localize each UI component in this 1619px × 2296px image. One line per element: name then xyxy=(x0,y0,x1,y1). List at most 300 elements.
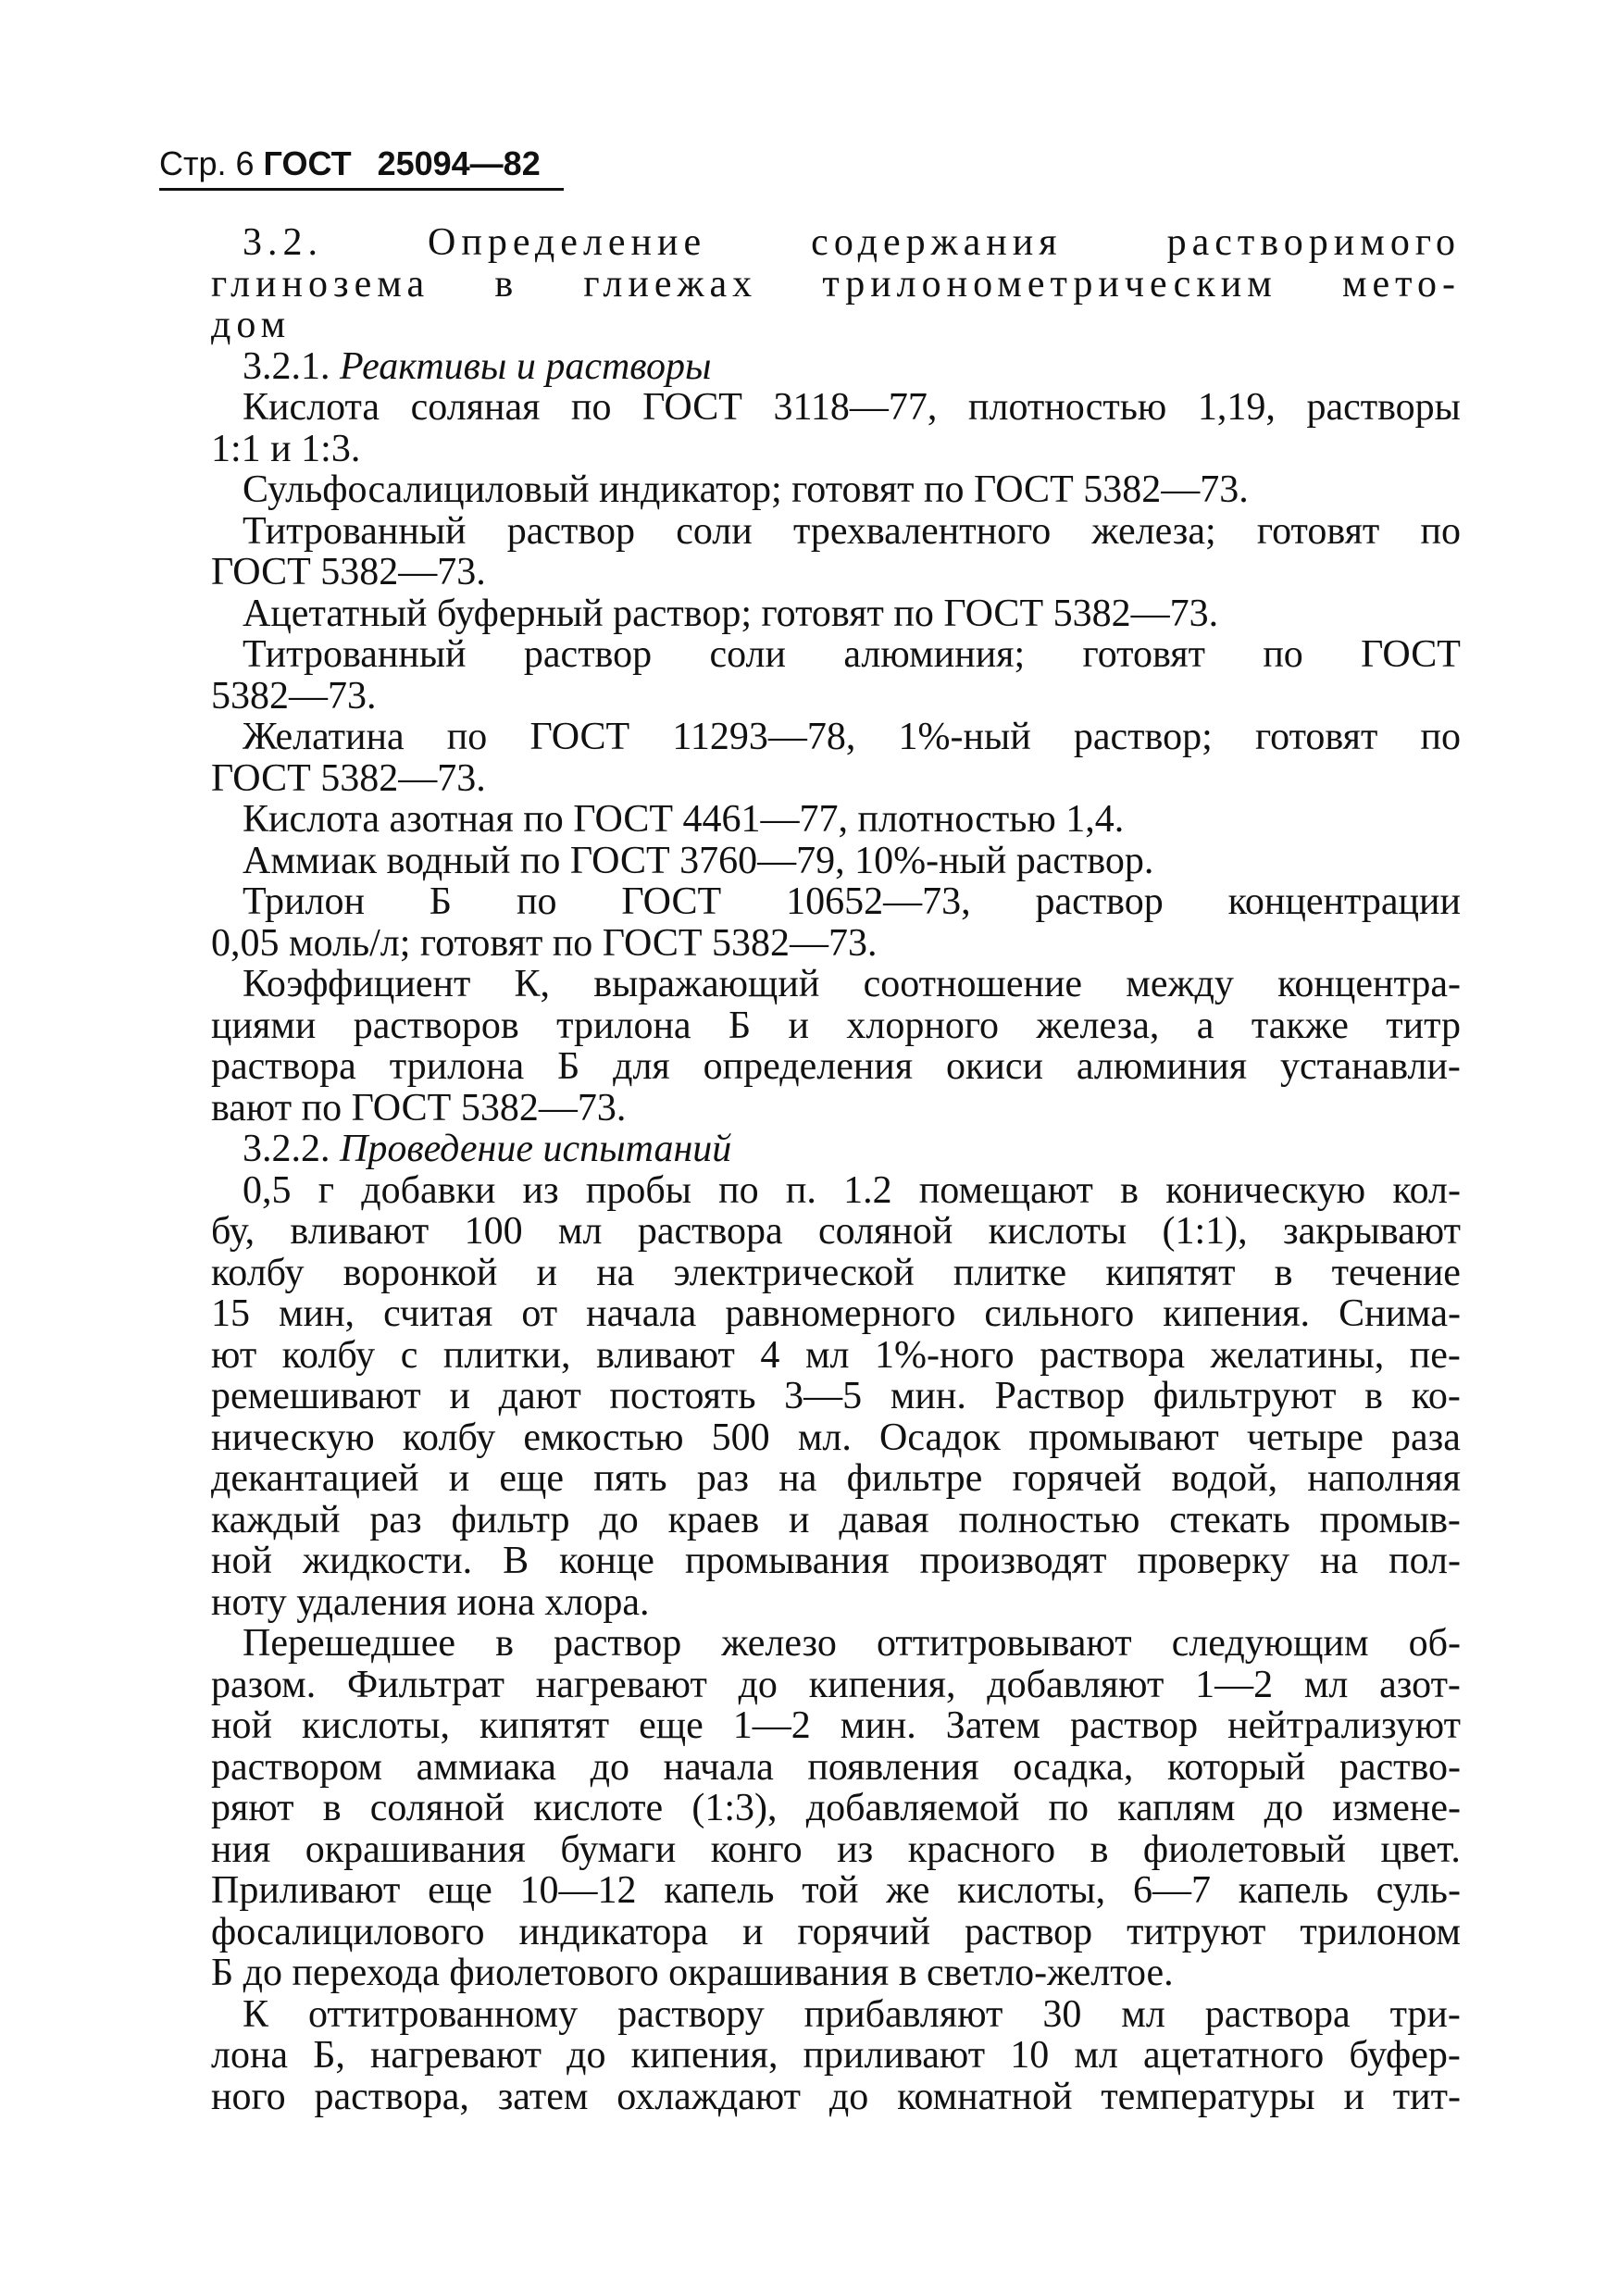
word: циями xyxy=(211,1004,317,1047)
word: Перешедшее xyxy=(243,1622,456,1665)
word: наполняя xyxy=(1307,1457,1461,1500)
word: раз xyxy=(369,1498,422,1541)
text-line xyxy=(211,222,1461,264)
word: титр xyxy=(1386,1004,1461,1047)
word: полностью xyxy=(958,1498,1140,1541)
word: и xyxy=(789,1498,810,1541)
section-heading xyxy=(211,1129,1461,1170)
word: по xyxy=(1263,633,1303,676)
word: пе- xyxy=(1409,1333,1461,1377)
text-line: Ацетатный буферный раствор; готовят по ГОСТ 5382—73. xyxy=(243,592,1219,635)
word: и xyxy=(1343,2075,1364,2118)
word: фильтр xyxy=(451,1498,570,1541)
word: конго xyxy=(710,1828,803,1871)
word: соляной xyxy=(817,1210,953,1253)
word: индикатора xyxy=(518,1910,709,1953)
word: 3.2. xyxy=(243,221,323,264)
word: следующим xyxy=(1171,1622,1369,1665)
word: по xyxy=(1420,716,1461,758)
word: раствор xyxy=(523,633,653,676)
word: каплям xyxy=(1117,1787,1236,1829)
word: кислоты, xyxy=(957,1869,1106,1912)
word: кислоте xyxy=(533,1787,664,1829)
text-line xyxy=(211,1541,1461,1582)
text-line xyxy=(211,1376,1461,1417)
text-line xyxy=(211,1253,1461,1294)
word: начала xyxy=(663,1745,774,1789)
word: соли xyxy=(676,509,753,553)
word: готовят xyxy=(1082,633,1205,676)
word: считая xyxy=(383,1292,493,1335)
word: кипятят xyxy=(1105,1251,1236,1294)
word: по xyxy=(571,386,612,429)
text-line xyxy=(211,717,1461,758)
word: концентра- xyxy=(1277,963,1461,1005)
word: кипятят xyxy=(479,1704,610,1747)
word: растворов xyxy=(353,1004,519,1047)
word: ко- xyxy=(1411,1375,1461,1417)
word: 4 xyxy=(760,1333,780,1377)
word: цвет. xyxy=(1380,1828,1461,1871)
word: добавки xyxy=(361,1168,496,1212)
word: 15 xyxy=(211,1292,250,1335)
word: и xyxy=(449,1375,470,1417)
word: Коэффициент xyxy=(243,963,471,1005)
text-line xyxy=(211,1170,1461,1212)
heading-title: Проведение испытаний xyxy=(340,1128,732,1170)
word: желатины, xyxy=(1210,1333,1385,1377)
word: окиси xyxy=(946,1045,1044,1088)
word: горячей xyxy=(1012,1457,1142,1500)
word: сильного xyxy=(984,1292,1135,1335)
word: помещают xyxy=(918,1168,1093,1212)
word: трехвалентного xyxy=(792,509,1052,553)
word: по xyxy=(446,716,488,758)
word: Фильтрат xyxy=(347,1663,504,1706)
word: выражающий xyxy=(593,963,820,1005)
text-line: 5382—73. xyxy=(211,674,377,718)
word: мл xyxy=(1121,1992,1165,2036)
word: равномерного xyxy=(725,1292,956,1335)
word: раство- xyxy=(1339,1745,1461,1789)
word: 6—7 xyxy=(1132,1869,1211,1912)
word: коническую xyxy=(1165,1168,1366,1212)
word: Желатина xyxy=(243,716,405,758)
word: содержания xyxy=(811,221,1063,264)
word: мин. xyxy=(890,1375,966,1417)
word: 10 xyxy=(1010,2034,1050,2077)
text-line xyxy=(211,964,1461,1005)
word: 1%-ный xyxy=(898,716,1031,758)
word: давая xyxy=(839,1498,929,1541)
word: мл xyxy=(804,1333,850,1377)
word: Приливают xyxy=(211,1869,401,1912)
word: емкостью xyxy=(523,1416,684,1459)
word: в xyxy=(494,262,519,306)
word: алюминия; xyxy=(843,633,1026,676)
word: трилона xyxy=(389,1045,525,1088)
word: ГОСТ xyxy=(621,880,722,923)
word: растворимого xyxy=(1166,221,1461,264)
word: в xyxy=(322,1787,342,1829)
word: нейтрализуют xyxy=(1227,1704,1461,1747)
word: нагревают xyxy=(535,1663,707,1706)
body-text xyxy=(211,222,1461,2117)
word: ремешивают xyxy=(211,1375,421,1417)
word: Б xyxy=(557,1045,580,1088)
word: пол- xyxy=(1389,1540,1461,1582)
word: от xyxy=(521,1292,558,1335)
word: (1:1), xyxy=(1162,1210,1248,1253)
word: бу, xyxy=(211,1210,255,1253)
text-line xyxy=(211,1046,1461,1088)
section-heading xyxy=(211,346,1461,388)
word: который xyxy=(1166,1745,1306,1789)
word: до xyxy=(599,1498,639,1541)
word: 500 xyxy=(711,1416,770,1459)
word: дают xyxy=(498,1375,581,1417)
word: оттитровывают xyxy=(876,1622,1132,1665)
text-line xyxy=(211,1211,1461,1253)
word: четыре xyxy=(1246,1416,1364,1459)
word: еще xyxy=(499,1457,565,1500)
word: и xyxy=(741,1910,764,1953)
word: водой, xyxy=(1171,1457,1278,1500)
word: кипения. xyxy=(1163,1292,1311,1335)
word: температуры xyxy=(1101,2075,1315,2118)
word: соотношение xyxy=(863,963,1083,1005)
word: колбу xyxy=(211,1251,305,1294)
word: Б xyxy=(429,880,453,923)
word: мл xyxy=(557,1210,603,1253)
word: раствора xyxy=(1204,1992,1351,2036)
text-line xyxy=(211,264,1461,306)
text-line: Аммиак водный по ГОСТ 3760—79, 10%-ный раствор. xyxy=(243,839,1154,882)
word: появления xyxy=(807,1745,979,1789)
word: готовят xyxy=(1254,716,1378,758)
text-line: ноту удаления иона хлора. xyxy=(211,1580,650,1624)
word: нагревают xyxy=(369,2034,542,2077)
text-line xyxy=(211,387,1461,429)
word: фиолетовый xyxy=(1142,1828,1346,1871)
word: лона xyxy=(211,2034,289,2077)
word: Раствор xyxy=(994,1375,1126,1417)
text-line: дом xyxy=(211,304,292,346)
word: Снима- xyxy=(1339,1292,1461,1335)
word: фильтруют xyxy=(1152,1375,1337,1417)
word: Затем xyxy=(945,1704,1040,1747)
word: капель xyxy=(1238,1869,1349,1912)
word: плитке xyxy=(953,1251,1067,1294)
word: глиежах xyxy=(583,262,758,306)
word: 1,19, xyxy=(1197,386,1276,429)
word: в xyxy=(1120,1168,1139,1212)
word: промыв- xyxy=(1319,1498,1461,1541)
word: 1—2 xyxy=(732,1704,811,1747)
word: кислоты, xyxy=(301,1704,450,1747)
word: ряют xyxy=(211,1787,294,1829)
word: же xyxy=(886,1869,930,1912)
word: трилона xyxy=(556,1004,691,1047)
word: электрической xyxy=(673,1251,915,1294)
word: мл. xyxy=(797,1416,852,1459)
text-line xyxy=(211,1417,1461,1459)
word: п. xyxy=(785,1168,816,1212)
word: К xyxy=(243,1992,269,2036)
word: буфер- xyxy=(1349,2034,1461,2077)
word: кол- xyxy=(1392,1168,1461,1212)
word: затем xyxy=(497,2075,589,2118)
word: каждый xyxy=(211,1498,341,1541)
word: (1:3), xyxy=(691,1787,778,1829)
word: по xyxy=(718,1168,759,1212)
word: по xyxy=(516,880,557,923)
word: мето- xyxy=(1341,262,1461,306)
text-line xyxy=(211,1994,1461,2036)
word: ют xyxy=(211,1333,257,1377)
word: разом. xyxy=(211,1663,317,1706)
word: раствором xyxy=(211,1745,382,1789)
word: на xyxy=(1320,1540,1359,1582)
text-line xyxy=(211,1747,1461,1789)
word: алюминия xyxy=(1076,1045,1248,1088)
word: тит- xyxy=(1392,2075,1461,2118)
word: ГОСТ xyxy=(642,386,742,429)
text-line: 1:1 и 1:3. xyxy=(211,427,361,470)
word: ГОСТ xyxy=(529,716,630,758)
word: мин. xyxy=(840,1704,916,1747)
word: аммиака xyxy=(416,1745,556,1789)
word: раствору xyxy=(617,1992,765,2036)
word: проверку xyxy=(1137,1540,1290,1582)
text-line xyxy=(211,634,1461,676)
word: раствора xyxy=(211,1045,356,1088)
word: фильтре xyxy=(846,1457,983,1500)
word: г xyxy=(318,1168,334,1212)
text-line xyxy=(211,1005,1461,1047)
word: готовят xyxy=(1256,509,1380,553)
word: также xyxy=(1251,1004,1349,1047)
text-line xyxy=(211,1788,1461,1829)
word: еще xyxy=(639,1704,704,1747)
word: на xyxy=(596,1251,635,1294)
word: ническую xyxy=(211,1416,375,1459)
word: раствор; xyxy=(1073,716,1213,758)
word: декантацией xyxy=(211,1457,419,1500)
text-line: ГОСТ 5382—73. xyxy=(211,551,486,593)
word: железо xyxy=(721,1622,837,1665)
heading-number: 3.2.2. xyxy=(243,1128,340,1170)
word: горячий xyxy=(797,1910,930,1953)
text-line xyxy=(211,2035,1461,2077)
word: соляной xyxy=(369,1787,505,1829)
word: Титрованный xyxy=(243,633,467,676)
word: соли xyxy=(709,633,786,676)
word: соляная xyxy=(410,386,541,429)
word: ного xyxy=(211,2075,286,2118)
word: осадка, xyxy=(1013,1745,1134,1789)
heading-number: 3.2.1. xyxy=(243,344,340,388)
word: ной xyxy=(211,1704,272,1747)
word: течение xyxy=(1331,1251,1461,1294)
word: Осадок xyxy=(879,1416,1001,1459)
word: до xyxy=(828,2075,869,2118)
word: титруют xyxy=(1127,1910,1266,1953)
word: постоять xyxy=(609,1375,756,1417)
word: 1—2 xyxy=(1195,1663,1274,1706)
word: воронкой xyxy=(342,1251,498,1294)
word: кипения, xyxy=(630,2034,778,2077)
word: в xyxy=(1274,1251,1293,1294)
word: до xyxy=(567,2034,606,2077)
page-header xyxy=(159,141,567,187)
word: в xyxy=(1364,1375,1383,1417)
word: К, xyxy=(514,963,551,1005)
word: и xyxy=(536,1251,558,1294)
word: краев xyxy=(667,1498,760,1541)
text-line xyxy=(211,1335,1461,1377)
word: пробы xyxy=(585,1168,691,1212)
word: охлаждают xyxy=(616,2075,802,2118)
text-line xyxy=(211,1500,1461,1541)
word: в xyxy=(495,1622,514,1665)
word: раствора, xyxy=(314,2075,469,2118)
word: красного xyxy=(907,1828,1056,1871)
word: закрывают xyxy=(1283,1210,1461,1253)
word: той xyxy=(802,1869,859,1912)
word: В xyxy=(503,1540,529,1582)
word: фосалицилового xyxy=(211,1910,485,1953)
word: мл xyxy=(1303,1663,1349,1706)
word: 1%-ного xyxy=(875,1333,1015,1377)
word: раствор xyxy=(506,509,635,553)
word: 11293—78, xyxy=(672,716,856,758)
word: мин, xyxy=(279,1292,355,1335)
word: ацетатного xyxy=(1143,2034,1325,2077)
word: раза xyxy=(1391,1416,1461,1459)
word: и xyxy=(448,1457,470,1500)
standard-number: 25094—82 xyxy=(377,144,541,182)
word: оттитрованному xyxy=(307,1992,579,2036)
word: глинозема xyxy=(211,262,430,306)
word: 3118—77, xyxy=(773,386,938,429)
text-line xyxy=(211,2077,1461,2118)
word: концентрации xyxy=(1227,880,1461,923)
word: раствора xyxy=(637,1210,783,1253)
word: в xyxy=(1090,1828,1109,1871)
text-line xyxy=(211,1705,1461,1747)
text-line: вают по ГОСТ 5382—73. xyxy=(211,1086,627,1129)
word: раствор xyxy=(554,1622,682,1665)
word: три- xyxy=(1389,1992,1461,2036)
word: по xyxy=(1420,509,1461,553)
word: мл xyxy=(1074,2034,1118,2077)
word: раствор xyxy=(964,1910,1093,1953)
page-number: Стр. 6 xyxy=(159,144,255,182)
word: пять xyxy=(593,1457,667,1500)
word: раствор xyxy=(1035,880,1164,923)
word: 3—5 xyxy=(784,1375,863,1417)
header-rule xyxy=(159,188,564,191)
word: хлорного xyxy=(846,1004,1000,1047)
word: трилонометрическим xyxy=(822,262,1277,306)
word: начала xyxy=(586,1292,697,1335)
word: с xyxy=(400,1333,418,1377)
text-line xyxy=(211,511,1461,553)
word: промывания xyxy=(684,1540,890,1582)
word: железа; xyxy=(1091,509,1216,553)
word: добавляют xyxy=(987,1663,1164,1706)
word: суль- xyxy=(1376,1869,1461,1912)
word: до xyxy=(1264,1787,1303,1829)
word: колбу xyxy=(402,1416,496,1459)
word: определения xyxy=(703,1045,914,1088)
word: плитки, xyxy=(442,1333,571,1377)
word: капель xyxy=(664,1869,775,1912)
word: из xyxy=(837,1828,874,1871)
word: измене- xyxy=(1332,1787,1461,1829)
text-line xyxy=(211,881,1461,923)
text-line xyxy=(211,1665,1461,1706)
word: производят xyxy=(919,1540,1107,1582)
word: растворы xyxy=(1306,386,1461,429)
word: кипения, xyxy=(808,1663,956,1706)
word: кислоты xyxy=(988,1210,1127,1253)
text-line xyxy=(211,1829,1461,1871)
text-line xyxy=(211,1870,1461,1912)
text-line xyxy=(211,1458,1461,1500)
word: окрашивания xyxy=(305,1828,526,1871)
word: Титрованный xyxy=(243,509,467,553)
word: 100 xyxy=(464,1210,523,1253)
word: раствора xyxy=(1040,1333,1186,1377)
word: плотностью xyxy=(968,386,1167,429)
word: Б, xyxy=(313,2034,345,2077)
word: Определение xyxy=(428,221,707,264)
word: устанавли- xyxy=(1279,1045,1461,1088)
word: азот- xyxy=(1379,1663,1461,1706)
word: 10—12 xyxy=(519,1869,637,1912)
word: бумаги xyxy=(560,1828,677,1871)
word: промывают xyxy=(1028,1416,1219,1459)
word: трилоном xyxy=(1300,1910,1461,1953)
word: добавляемой xyxy=(805,1787,1020,1829)
word: колбу xyxy=(281,1333,376,1377)
word: 30 xyxy=(1042,1992,1082,2036)
word: вливают xyxy=(596,1333,735,1377)
word: Кислота xyxy=(243,386,380,429)
word: по xyxy=(1048,1787,1090,1829)
word: между xyxy=(1126,963,1234,1005)
word: Трилон xyxy=(243,880,365,923)
word: ной xyxy=(211,1540,272,1582)
word: еще xyxy=(428,1869,492,1912)
word: на xyxy=(778,1457,817,1500)
word: и xyxy=(788,1004,809,1047)
word: жидкости. xyxy=(302,1540,473,1582)
text-line: Б до перехода фиолетового окрашивания в светло-желтое. xyxy=(211,1952,1174,1994)
word: ГОСТ xyxy=(1361,633,1461,676)
word: для xyxy=(613,1045,670,1088)
word: прибавляют xyxy=(803,1992,1003,2036)
word: раз xyxy=(696,1457,750,1500)
text-line xyxy=(211,1623,1461,1665)
word: 0,5 xyxy=(243,1168,292,1212)
text-line: 0,05 моль/л; готовят по ГОСТ 5382—73. xyxy=(211,921,878,965)
word: ния xyxy=(211,1828,271,1871)
word: а xyxy=(1196,1004,1214,1047)
word: железа, xyxy=(1036,1004,1160,1047)
